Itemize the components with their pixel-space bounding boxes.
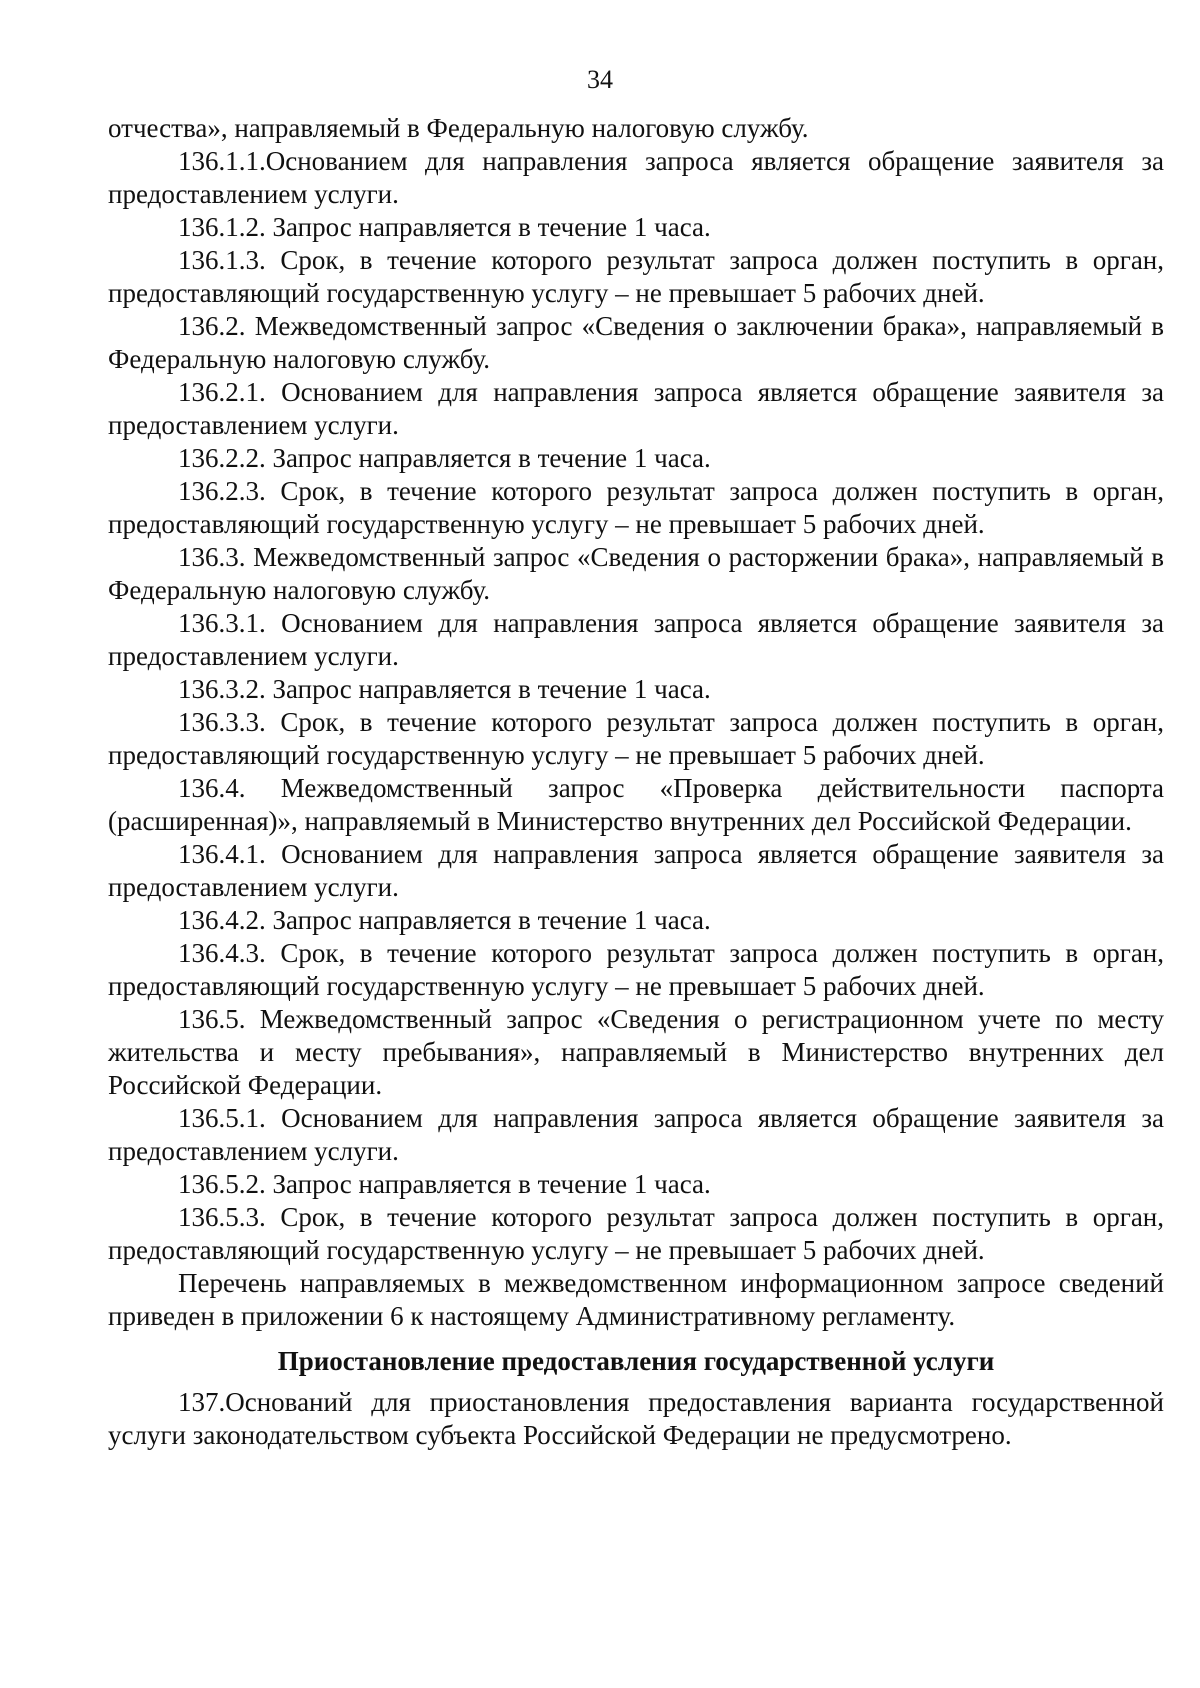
document-body bbox=[108, 112, 1164, 1452]
paragraph-136-2-3: 136.2.3. Срок, в течение которого результат запроса должен поступить в орган, предоставляющий государственную услугу – не превышает 5 рабочих дней. bbox=[108, 476, 1164, 539]
paragraph-136-2-1: 136.2.1. Основанием для направления запроса является обращение заявителя за предоставлением услуги. bbox=[108, 377, 1164, 440]
paragraph-136-2: 136.2. Межведомственный запрос «Сведения о заключении брака», направляемый в Федеральную налоговую службу. bbox=[108, 311, 1164, 374]
paragraph-136-5: 136.5. Межведомственный запрос «Сведения о регистрационном учете по месту жительства и месту пребывания», направляемый в Министерство внутренних дел Российской Федерации. bbox=[108, 1004, 1164, 1100]
paragraph-136-3-1: 136.3.1. Основанием для направления запроса является обращение заявителя за предоставлением услуги. bbox=[108, 608, 1164, 671]
paragraph-136-1-2: 136.1.2. Запрос направляется в течение 1 часа. bbox=[178, 212, 711, 242]
paragraph-136-1-1: 136.1.1.Основанием для направления запроса является обращение заявителя за предоставлением услуги. bbox=[108, 146, 1164, 209]
paragraph-136-5-1: 136.5.1. Основанием для направления запроса является обращение заявителя за предоставлением услуги. bbox=[108, 1103, 1164, 1166]
paragraph-136-4-3: 136.4.3. Срок, в течение которого результат запроса должен поступить в орган, предоставляющий государственную услугу – не превышает 5 рабочих дней. bbox=[108, 938, 1164, 1001]
paragraph-137: 137.Оснований для приостановления предоставления варианта государственной услуги законодательством субъекта Российской Федерации не предусмотрено. bbox=[108, 1387, 1164, 1450]
paragraph-136-1-3: 136.1.3. Срок, в течение которого результат запроса должен поступить в орган, предоставляющий государственную услугу – не превышает 5 рабочих дней. bbox=[108, 245, 1164, 308]
paragraph-list-reference: Перечень направляемых в межведомственном информационном запросе сведений приведен в приложении 6 к настоящему Административному регламенту. bbox=[108, 1268, 1164, 1331]
paragraph-136-5-3: 136.5.3. Срок, в течение которого результат запроса должен поступить в орган, предоставляющий государственную услугу – не превышает 5 рабочих дней. bbox=[108, 1202, 1164, 1265]
paragraph-136-4-1: 136.4.1. Основанием для направления запроса является обращение заявителя за предоставлением услуги. bbox=[108, 839, 1164, 902]
paragraph-136-3-3: 136.3.3. Срок, в течение которого результат запроса должен поступить в орган, предоставляющий государственную услугу – не превышает 5 рабочих дней. bbox=[108, 707, 1164, 770]
paragraph-136-2-2: 136.2.2. Запрос направляется в течение 1 часа. bbox=[178, 443, 711, 473]
paragraph-136-3-2: 136.3.2. Запрос направляется в течение 1 часа. bbox=[178, 674, 711, 704]
paragraph-136-4: 136.4. Межведомственный запрос «Проверка действительности паспорта (расширенная)», направляемый в Министерство внутренних дел Российской Федерации. bbox=[108, 773, 1164, 836]
paragraph-136-4-2: 136.4.2. Запрос направляется в течение 1 часа. bbox=[178, 905, 711, 935]
page-number: 34 bbox=[587, 65, 613, 94]
paragraph-136-5-2: 136.5.2. Запрос направляется в течение 1 часа. bbox=[178, 1169, 711, 1199]
paragraph-continuation: отчества», направляемый в Федеральную налоговую службу. bbox=[108, 113, 809, 143]
section-heading: Приостановление предоставления государственной услуги bbox=[277, 1346, 995, 1376]
paragraph-136-3: 136.3. Межведомственный запрос «Сведения о расторжении брака», направляемый в Федеральную налоговую службу. bbox=[108, 542, 1164, 605]
